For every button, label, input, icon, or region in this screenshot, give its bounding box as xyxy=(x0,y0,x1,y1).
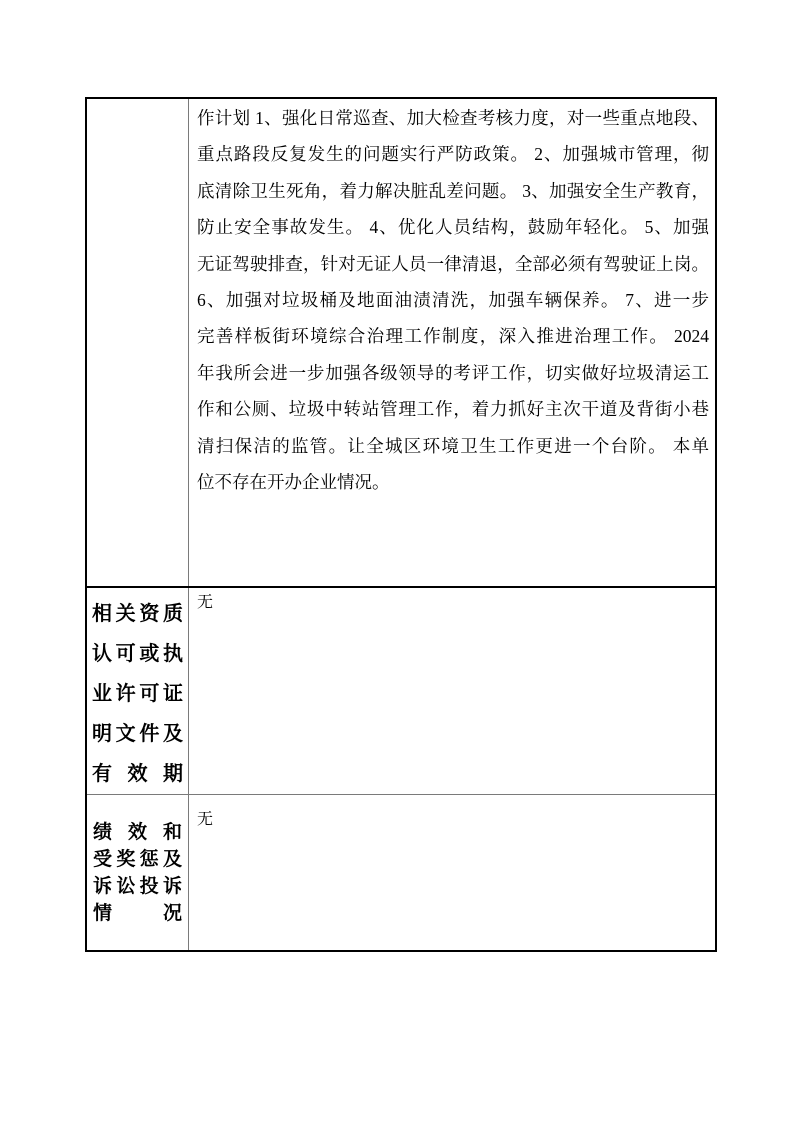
row-header-performance xyxy=(87,795,189,950)
text-line: 作和公厕、垃圾中转站管理工作，着力抓好主次干道及背街小巷 xyxy=(197,399,709,420)
text-line: 年我所会进一步加强各级领导的考评工作，切实做好垃圾清运工 xyxy=(197,362,709,383)
text-line: 诉讼投诉 xyxy=(93,875,182,897)
text-line: 相关资质 xyxy=(92,603,183,625)
text-line: 位不存在开办企业情况。 xyxy=(197,472,390,493)
performance-value-text: 无 xyxy=(197,811,214,828)
text-line: 业许可证 xyxy=(92,683,183,705)
text-line: 情况 xyxy=(93,902,182,924)
text-line: 6、加强对垃圾桶及地面油渍清洗，加强车辆保养。 7、进一步 xyxy=(197,290,709,311)
text-line: 明文件及 xyxy=(92,723,183,745)
text-line: 有效期 xyxy=(92,763,183,785)
qualifications-value-text: 无 xyxy=(197,594,214,611)
table-row-work-plan xyxy=(87,99,715,588)
work-plan-text-cell xyxy=(189,99,715,586)
report-table xyxy=(85,97,717,952)
performance-value-cell xyxy=(189,795,715,950)
text-line: 重点路段反复发生的问题实行严防政策。 2、加强城市管理，彻 xyxy=(197,144,709,165)
text-line: 受奖惩及 xyxy=(93,848,182,870)
text-line: 认可或执 xyxy=(92,643,183,665)
row-header-empty-cell xyxy=(87,99,189,586)
text-line: 绩效和 xyxy=(93,821,182,843)
text-line: 完善样板街环境综合治理工作制度，深入推进治理工作。 2024 xyxy=(197,326,709,347)
table-row-performance xyxy=(87,795,715,950)
text-line: 底清除卫生死角，着力解决脏乱差问题。 3、加强安全生产教育， xyxy=(197,180,709,201)
text-line: 无证驾驶排查，针对无证人员一律清退，全部必须有驾驶证上岗。 xyxy=(197,253,709,274)
text-line: 作计划 1、强化日常巡查、加大检查考核力度，对一些重点地段、 xyxy=(197,108,709,128)
row-header-qualifications xyxy=(87,588,189,794)
table-row-qualifications xyxy=(87,588,715,795)
qualifications-value-cell xyxy=(189,588,715,794)
text-line: 防止安全事故发生。 4、优化人员结构，鼓励年轻化。 5、加强 xyxy=(197,217,709,238)
text-line: 清扫保洁的监管。让全城区环境卫生工作更进一个台阶。 本单 xyxy=(197,435,709,456)
